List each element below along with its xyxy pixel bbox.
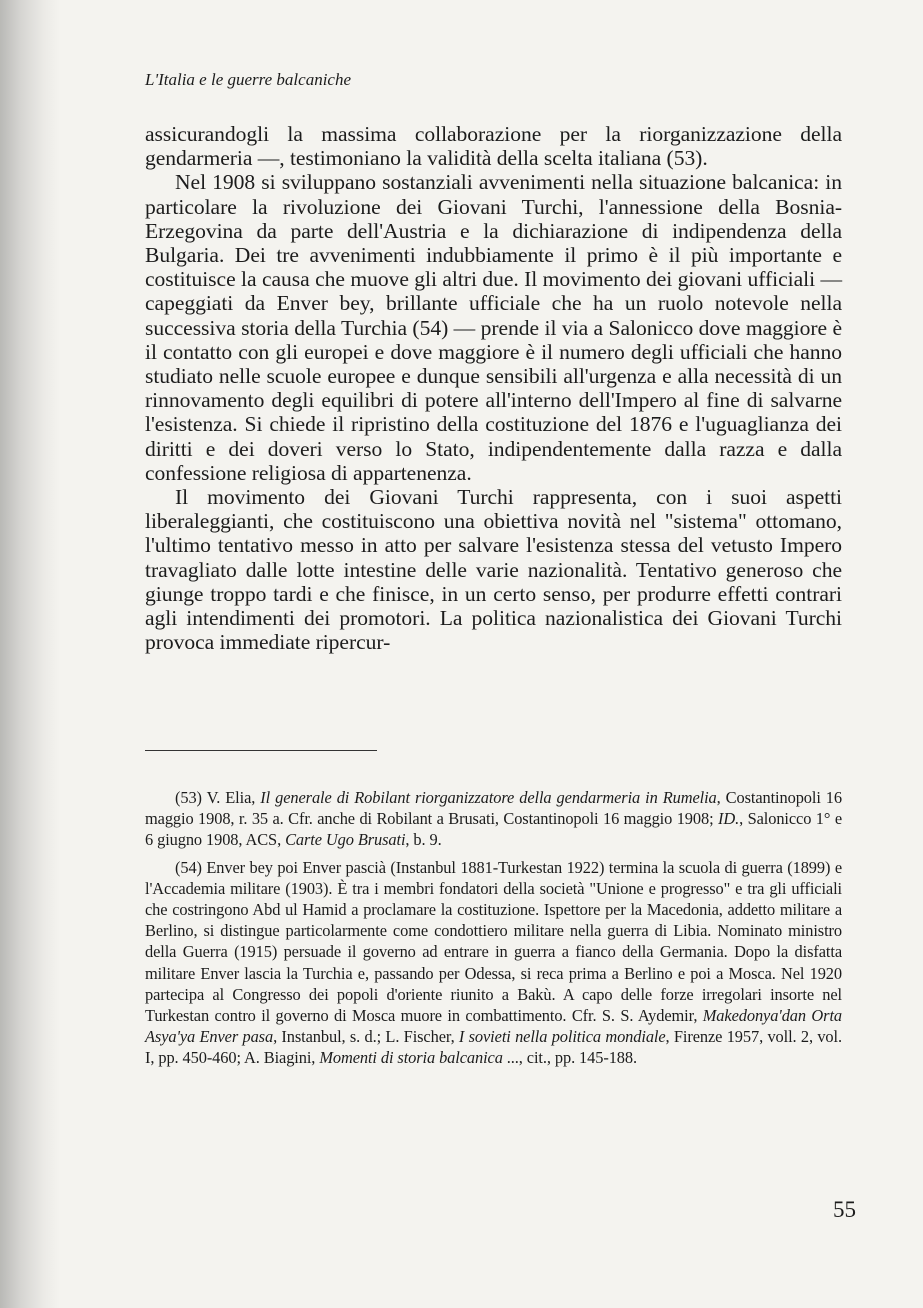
book-gutter-shadow bbox=[0, 0, 60, 1308]
footnote-53: (53) V. Elia, Il generale di Robilant riorganizzatore della gendarmeria in Rumelia, Costantinopoli 16 maggio 1908, r. 35 a. Cfr. anche di Robilant a Brusati, Costantinopoli 16 maggio 1908; ID., Salonicco 1° e 6 giugno 1908, ACS, Carte Ugo Brusati, b. 9. bbox=[145, 788, 842, 850]
footnote-separator bbox=[145, 750, 377, 751]
paragraph-continuation: assicurandogli la massima collaborazione per la riorganizzazione della gendarmeria —, testimoniano la validità della scelta italiana (53). bbox=[145, 122, 842, 171]
running-header: L'Italia e le guerre balcaniche bbox=[145, 70, 352, 89]
page-number: 55 bbox=[833, 1197, 856, 1222]
paragraph-young-turks: Il movimento dei Giovani Turchi rappresenta, con i suoi aspetti liberaleggianti, che costituiscono una obiettiva novità nel "sistema" ottomano, l'ultimo tentativo messo in atto per salvare l'esistenza stessa del vetusto Impero travagliato dalle lotte intestine delle varie nazionalità. Tentativo generoso che giunge troppo tardi e che finisce, in un certo senso, per produrre effetti contrari agli intendimenti dei promotori. La politica nazionalistica dei Giovani Turchi provoca immediate ripercur- bbox=[145, 485, 842, 655]
paragraph-1908-events: Nel 1908 si sviluppano sostanziali avvenimenti nella situazione balcanica: in particolare la rivoluzione dei Giovani Turchi, l'annessione della Bosnia-Erzegovina da parte dell'Austria e la dichiarazione di indipendenza della Bulgaria. Dei tre avvenimenti indubbiamente il primo è il più importante e costituisce la causa che muove gli altri due. Il movimento dei giovani ufficiali — capeggiati da Enver bey, brillante ufficiale che ha un ruolo notevole nella successiva storia della Turchia (54) — prende il via a Salonicco dove maggiore è il contatto con gli europei e dove maggiore è il numero degli ufficiali che hanno studiato nelle scuole europee e dunque sensibili all'urgenza e alla necessità di un rinnovamento degli equilibri di potere all'interno dell'Impero al fine di salvarne l'esistenza. Si chiede il ripristino della costituzione del 1876 e l'uguaglianza dei diritti e dei doveri verso lo Stato, indipendentemente dalla razza e dalla confessione religiosa di appartenenza. bbox=[145, 170, 842, 485]
footnote-54: (54) Enver bey poi Enver pascià (Instanbul 1881-Turkestan 1922) termina la scuola di guerra (1899) e l'Accademia militare (1903). È tra i membri fondatori della società "Unione e progresso" e tra gli ufficiali che costringono Abd ul Hamid a proclamare la costituzione. Ispettore per la Macedonia, addetto militare a Berlino, si distingue particolarmente come condottiero militare nella guerra di Libia. Nominato ministro della Guerra (1915) persuade il governo ad entrare in guerra a fianco della Germania. Dopo la disfatta militare Enver lascia la Turchia e, passando per Odessa, si reca prima a Berlino e poi a Mosca. Nel 1920 partecipa al Congresso dei popoli d'oriente riunito a Bakù. A capo delle forze irregolari insorte nel Turkestan contro il governo di Mosca muore in combattimento. Cfr. S. S. Aydemir, Makedonya'dan Orta Asya'ya Enver pasa, Instanbul, s. d.; L. Fischer, I sovieti nella politica mondiale, Firenze 1957, voll. 2, vol. I, pp. 450-460; A. Biagini, Momenti di storia balcanica ..., cit., pp. 145-188. bbox=[145, 857, 842, 1068]
body-text bbox=[145, 122, 842, 654]
footnotes bbox=[145, 787, 842, 1075]
